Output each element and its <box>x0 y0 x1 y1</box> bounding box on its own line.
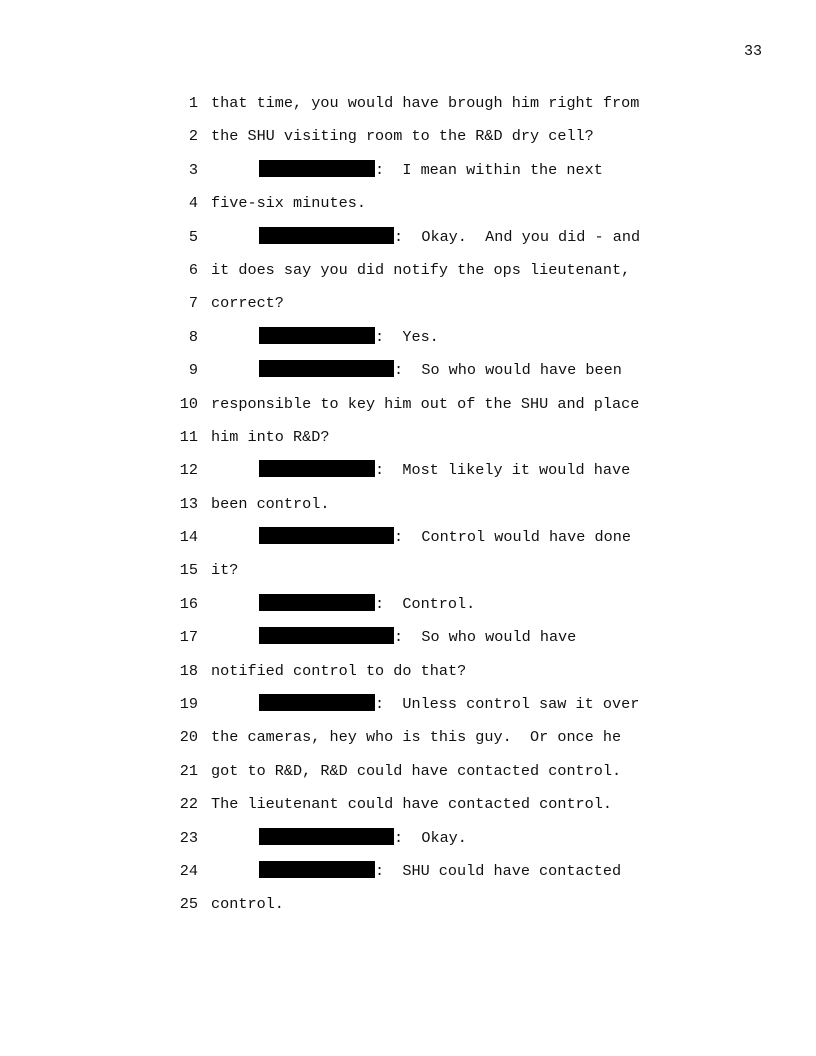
line-text: control. <box>211 895 284 914</box>
line-number: 1 <box>188 94 198 112</box>
transcript-line <box>0 526 816 559</box>
transcript-line <box>0 192 816 225</box>
redacted-speaker-name <box>259 227 394 244</box>
line-number: 24 <box>179 861 198 880</box>
line-number: 10 <box>179 394 198 413</box>
line-text: the SHU visiting room to the R&D dry cell? <box>211 127 594 146</box>
transcript-line <box>0 893 816 926</box>
transcript-line <box>0 793 816 826</box>
speaker-turn <box>259 693 639 715</box>
line-text: : So who would have been <box>394 361 622 380</box>
line-number: 18 <box>179 661 198 680</box>
speaker-turn <box>259 593 475 615</box>
line-text: it does say you did notify the ops lieutenant, <box>211 260 631 279</box>
transcript-line <box>0 92 816 125</box>
transcript-line <box>0 660 816 693</box>
line-number: 15 <box>179 561 198 580</box>
transcript-line <box>0 125 816 158</box>
transcript-line <box>0 426 816 459</box>
line-text: him into R&D? <box>211 427 330 446</box>
line-text: The lieutenant could have contacted control. <box>211 795 613 814</box>
transcript-line <box>0 827 816 860</box>
transcript-line <box>0 726 816 759</box>
line-text: : Control. <box>375 594 476 613</box>
redacted-speaker-name <box>259 828 394 845</box>
line-text: got to R&D, R&D could have contacted control. <box>211 761 622 780</box>
line-text: : I mean within the next <box>375 160 603 179</box>
redacted-speaker-name <box>259 160 375 177</box>
transcript-line <box>0 593 816 626</box>
line-number: 16 <box>179 594 198 613</box>
line-number: 8 <box>188 327 198 346</box>
transcript-line <box>0 359 816 392</box>
transcript-line <box>0 559 816 592</box>
transcript-line <box>0 860 816 893</box>
line-text: five-six minutes. <box>211 194 366 213</box>
speaker-turn <box>259 526 631 548</box>
page-number: 33 <box>743 43 762 60</box>
transcript-line <box>0 159 816 192</box>
line-number: 2 <box>188 127 198 146</box>
transcript-line <box>0 226 816 259</box>
line-number: 13 <box>179 494 198 513</box>
transcript-line <box>0 393 816 426</box>
line-number: 20 <box>179 728 198 747</box>
transcript-line <box>0 292 816 325</box>
line-text: : Unless control saw it over <box>375 695 640 714</box>
line-number: 25 <box>179 895 198 914</box>
redacted-speaker-name <box>259 694 375 711</box>
line-number: 19 <box>179 695 198 714</box>
line-text: : Okay. And you did - and <box>394 227 641 246</box>
line-number: 4 <box>188 194 198 213</box>
line-number: 22 <box>179 795 198 814</box>
line-text: responsible to key him out of the SHU and place <box>211 394 640 413</box>
speaker-turn <box>259 459 630 481</box>
line-number: 3 <box>188 160 198 179</box>
redacted-speaker-name <box>259 327 375 344</box>
speaker-turn <box>259 226 640 248</box>
transcript-line <box>0 326 816 359</box>
line-text: : SHU could have contacted <box>375 861 622 880</box>
redacted-speaker-name <box>259 527 394 544</box>
speaker-turn <box>259 626 576 648</box>
line-number: 6 <box>188 260 198 279</box>
redacted-speaker-name <box>259 460 375 477</box>
speaker-turn <box>259 359 622 381</box>
speaker-turn <box>259 159 603 181</box>
line-text: : So who would have <box>394 628 577 647</box>
line-number: 11 <box>179 427 198 446</box>
transcript-line <box>0 493 816 526</box>
transcript-line <box>0 760 816 793</box>
line-text: been control. <box>211 494 330 513</box>
redacted-speaker-name <box>259 627 394 644</box>
redacted-speaker-name <box>259 594 375 611</box>
transcript-line <box>0 259 816 292</box>
line-number: 5 <box>188 227 198 246</box>
transcript-line <box>0 459 816 492</box>
line-text: notified control to do that? <box>211 661 467 680</box>
line-text: correct? <box>211 294 284 313</box>
line-number: 23 <box>179 828 198 847</box>
speaker-turn <box>259 827 467 849</box>
line-number: 14 <box>179 528 198 547</box>
line-number: 21 <box>179 761 198 780</box>
line-number: 9 <box>188 361 198 380</box>
line-number: 7 <box>188 294 198 313</box>
speaker-turn <box>259 326 439 348</box>
line-number: 17 <box>179 628 198 647</box>
redacted-speaker-name <box>259 360 394 377</box>
line-text: the cameras, hey who is this guy. Or once he <box>211 728 622 747</box>
line-text: it? <box>211 561 239 580</box>
speaker-turn <box>259 860 621 882</box>
line-text: : Yes. <box>375 327 439 346</box>
line-number: 12 <box>179 461 198 480</box>
redacted-speaker-name <box>259 861 375 878</box>
transcript-line <box>0 626 816 659</box>
line-text: : Okay. <box>394 828 467 847</box>
line-text: : Most likely it would have <box>375 461 631 480</box>
line-text: : Control would have done <box>394 528 631 547</box>
transcript-line <box>0 693 816 726</box>
line-text: that time, you would have brough him right from <box>211 94 640 112</box>
transcript-body <box>0 92 816 927</box>
